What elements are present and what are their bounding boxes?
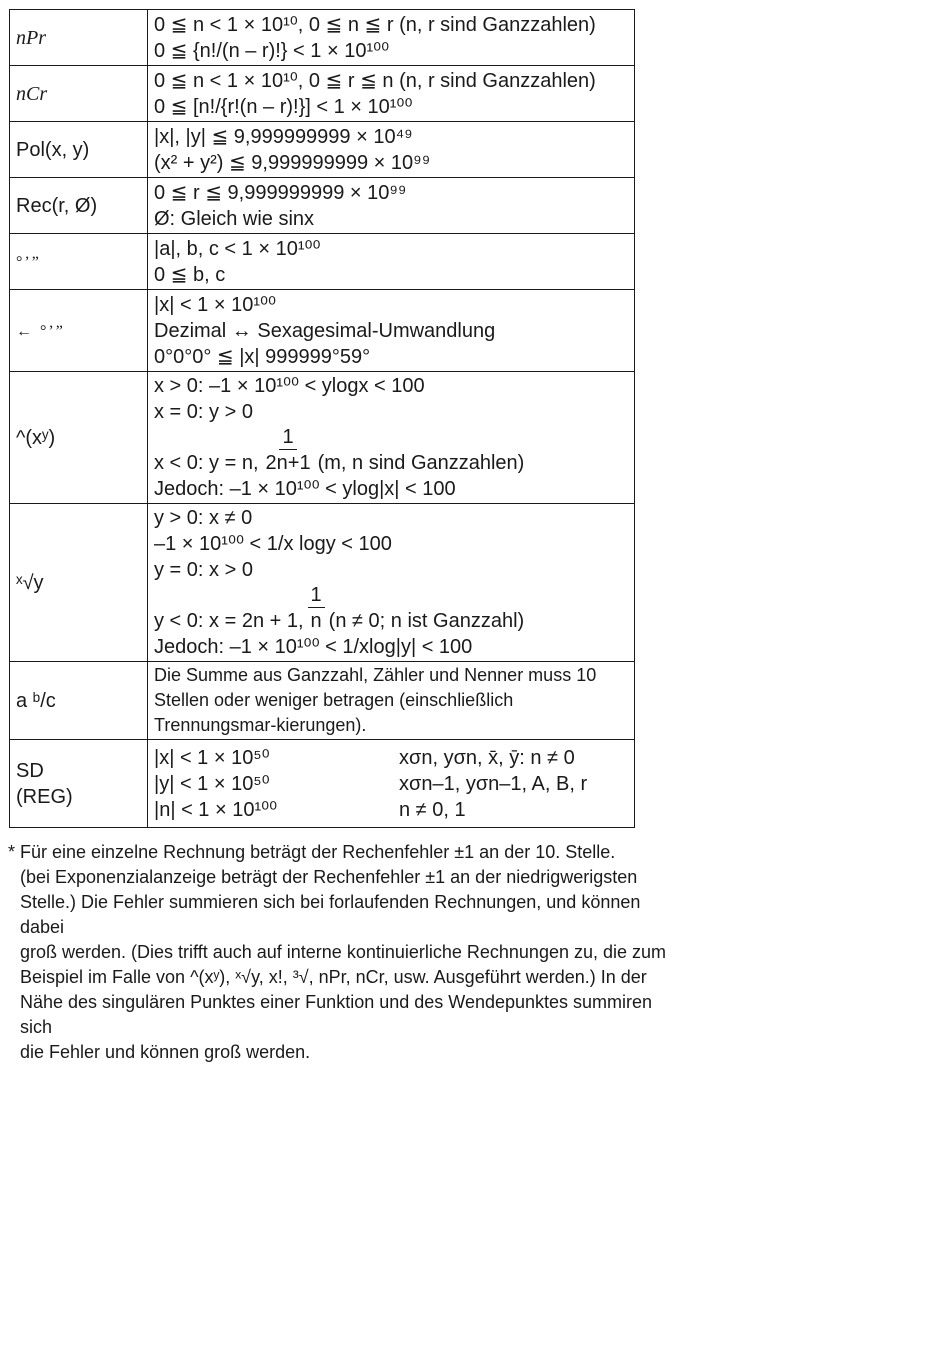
range-line: x = 0: y > 0 (154, 401, 253, 423)
sd-right-column (399, 745, 628, 823)
range-line: |x| < 1 × 10¹⁰⁰ (154, 293, 277, 316)
table-row (10, 740, 635, 828)
range-line: Dezimal ↔ Sexagesimal-Umwandlung (154, 319, 496, 342)
range-line: 0 ≦ b, c (154, 263, 226, 286)
function-label (10, 372, 148, 504)
range-line: n ≠ 0, 1 (399, 798, 466, 821)
range-line: –1 × 10¹⁰⁰ < 1/x logy < 100 (154, 533, 392, 555)
input-range-table (9, 9, 635, 828)
range-cell (148, 504, 635, 662)
range-line: 0 ≦ r ≦ 9,999999999 × 10⁹⁹ (154, 181, 407, 204)
dms-icon: °’” (16, 253, 41, 271)
range-line: x > 0: –1 × 10¹⁰⁰ < ylogx < 100 (154, 375, 425, 397)
range-line: Ø: Gleich wie sinx (154, 207, 315, 230)
label-text: ^(xʸ) (16, 426, 56, 449)
label-text: Rec(r, Ø) (16, 194, 98, 217)
range-cell (148, 66, 635, 122)
range-line: |n| < 1 × 10¹⁰⁰ (154, 798, 278, 821)
footnote-text: Für eine einzelne Rechnung beträgt der Rechenfehler ±1 an der 10. Stelle. (bei Exponenzialanzeige beträgt der Rechenfehler ±1 an der niedrigwerigsten Stelle.) Die Fehler summieren sich bei forlaufenden Rechnungen, und können dabei groß werden. (Dies trifft auch auf interne kontinuierliche Rechnungen zu, die zum Beispiel im Falle von ^(xʸ), ˣ√y, x!, ³√, nPr, nCr, usw. Ausgeführt werden.) In der Nähe des singulären Punktes einer Funktion und des Wendepunktes summiren sich die Fehler und können groß werden. (20, 842, 667, 1062)
range-cell (148, 178, 635, 234)
range-line: x < 0: y = n, (154, 452, 259, 474)
sd-columns (154, 745, 628, 823)
range-line: xσn, yσn, x̄, ȳ: n ≠ 0 (399, 746, 575, 769)
footnote-marker: * (8, 842, 16, 862)
range-cell (148, 122, 635, 178)
range-line: y < 0: x = 2n + 1, (154, 610, 304, 632)
range-cell (148, 234, 635, 290)
table-row (10, 234, 635, 290)
fraction-line (154, 425, 628, 476)
footnote (8, 840, 668, 1065)
sd-left-column (154, 745, 399, 823)
range-cell (148, 372, 635, 504)
fraction (308, 583, 325, 634)
fraction-denominator: 2n+1 (265, 452, 311, 474)
table-row (10, 290, 635, 372)
range-line: |y| < 1 × 10⁵⁰ (154, 772, 270, 795)
table-row (10, 662, 635, 740)
range-line: 0 ≦ n < 1 × 10¹⁰, 0 ≦ n ≦ r (n, r sind Ganzzahlen) (154, 13, 596, 36)
function-label (10, 66, 148, 122)
function-label (10, 504, 148, 662)
function-label (10, 122, 148, 178)
range-line: xσn–1, yσn–1, A, B, r (399, 772, 588, 795)
range-line: y = 0: x > 0 (154, 559, 253, 581)
label-text: nPr (16, 26, 46, 49)
range-cell (148, 662, 635, 740)
fraction-numerator: 1 (279, 425, 296, 450)
range-line: |x|, |y| ≦ 9,999999999 × 10⁴⁹ (154, 125, 413, 148)
label-text: SD (REG) (16, 759, 73, 808)
fraction-numerator: 1 (308, 583, 325, 608)
function-label (10, 740, 148, 828)
function-label (10, 178, 148, 234)
range-line: y > 0: x ≠ 0 (154, 507, 253, 529)
range-line: |x| < 1 × 10⁵⁰ (154, 746, 270, 769)
label-text: a ᵇ/c (16, 689, 56, 712)
table-row (10, 372, 635, 504)
range-line: 0 ≦ {n!/(n – r)!} < 1 × 10¹⁰⁰ (154, 39, 390, 62)
function-label (10, 290, 148, 372)
range-line: Jedoch: –1 × 10¹⁰⁰ < ylog|x| < 100 (154, 478, 456, 500)
range-line: (n ≠ 0; n ist Ganzzahl) (328, 610, 525, 632)
table-row (10, 66, 635, 122)
label-text: nCr (16, 82, 48, 105)
range-line: Jedoch: –1 × 10¹⁰⁰ < 1/xlog|y| < 100 (154, 636, 473, 658)
range-line: 0°0°0° ≦ |x| 999999°59° (154, 345, 371, 368)
label-text: Pol(x, y) (16, 138, 90, 161)
reverse-dms-icon: ← °’” (16, 322, 65, 340)
range-line: |a|, b, c < 1 × 10¹⁰⁰ (154, 237, 321, 260)
fraction-denominator: n (310, 610, 322, 632)
fraction-line (154, 583, 628, 634)
table-row (10, 122, 635, 178)
label-text: ˣ√y (16, 571, 44, 594)
table-row (10, 10, 635, 66)
range-text: Die Summe aus Ganzzahl, Zähler und Nenner muss 10 Stellen oder weniger betragen (einschließlich Trennungsmar-kierungen). (154, 665, 597, 735)
range-cell (148, 290, 635, 372)
range-line: 0 ≦ n < 1 × 10¹⁰, 0 ≦ r ≦ n (n, r sind Ganzzahlen) (154, 69, 596, 92)
range-cell (148, 10, 635, 66)
range-line: 0 ≦ [n!/{r!(n – r)!}] < 1 × 10¹⁰⁰ (154, 95, 413, 118)
range-line: (m, n sind Ganzzahlen) (317, 452, 525, 474)
range-line: (x² + y²) ≦ 9,999999999 × 10⁹⁹ (154, 151, 431, 174)
range-cell (148, 740, 635, 828)
function-label (10, 662, 148, 740)
fraction (263, 425, 314, 476)
function-label (10, 234, 148, 290)
table-row (10, 504, 635, 662)
table-row (10, 178, 635, 234)
function-label (10, 10, 148, 66)
